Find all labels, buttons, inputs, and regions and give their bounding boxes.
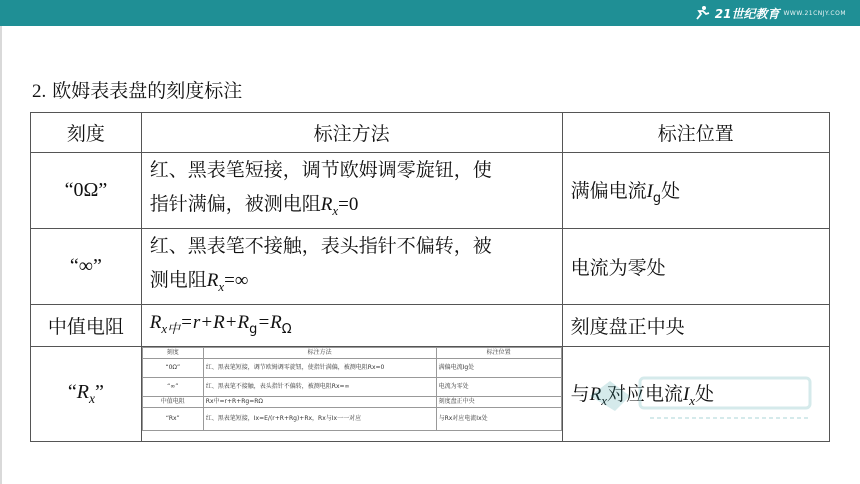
- math-symbol: R: [320, 194, 333, 215]
- logo-subtext: WWW.21CNJY.COM: [783, 9, 846, 17]
- row-position: [562, 347, 829, 442]
- row-position: 刻度盘正中央: [562, 304, 829, 347]
- embedded-table-thumbnail: [141, 347, 562, 442]
- thumbnail-row: [142, 359, 561, 378]
- thumb-cell: 标注位置: [436, 348, 561, 359]
- row-position: 电流为零处: [562, 228, 829, 304]
- header-scale: 刻度: [31, 113, 142, 153]
- math-subscript: x: [332, 202, 339, 218]
- left-divider: [0, 26, 2, 484]
- row-method: [141, 228, 562, 304]
- row-position: [562, 153, 829, 229]
- math-symbol: R: [76, 381, 89, 404]
- thumb-cell: 红、黑表笔短接，Ix=E/(r+R+Rg)+Rx，Rx与Ix一一对应: [203, 408, 436, 431]
- thumb-cell: 满偏电流Ig处: [436, 359, 561, 378]
- position-text: 处: [695, 383, 715, 406]
- header-method: 标注方法: [141, 113, 562, 153]
- position-text: 处: [661, 179, 681, 202]
- row-mark: “∞”: [31, 228, 142, 304]
- math-symbol: R: [149, 311, 162, 333]
- math-subscript: x: [689, 393, 696, 409]
- math-subscript: Ω: [281, 321, 292, 337]
- row-mark: 中值电阻: [31, 304, 142, 347]
- math-expr: =0: [338, 194, 359, 215]
- position-text: 满偏电流: [570, 179, 647, 202]
- math-subscript: x: [88, 391, 96, 407]
- method-line: 红、黑表笔短接，调节欧姆调零旋钮，使: [149, 159, 492, 181]
- section-number: 2.: [32, 81, 47, 102]
- math-expr: =r+R+R: [180, 311, 250, 333]
- thumbnail-row: [142, 397, 561, 408]
- table-row: [31, 304, 830, 347]
- table-header-row: [31, 113, 830, 153]
- scale-table: [30, 112, 830, 442]
- math-symbol: R: [589, 384, 602, 406]
- runner-logo-icon: [693, 5, 711, 21]
- thumb-cell: 标注方法: [203, 348, 436, 359]
- thumb-cell: “0Ω”: [142, 359, 203, 378]
- row-method: [141, 304, 562, 347]
- thumbnail-row: [142, 378, 561, 397]
- thumb-cell: 红、黑表笔短接，调节欧姆调零旋钮，使指针满偏，被测电阻Rx=0: [203, 359, 436, 378]
- math-subscript: x中: [161, 320, 181, 336]
- top-banner: [0, 0, 860, 26]
- math-subscript: g: [249, 321, 258, 337]
- thumbnail-table: [142, 347, 562, 431]
- header-position: 标注位置: [562, 113, 829, 153]
- logo-text: 21世纪教育: [714, 6, 780, 21]
- method-line: 测电阻: [149, 268, 207, 291]
- table-row: [31, 347, 830, 442]
- thumbnail-header: [142, 348, 561, 359]
- row-method: [141, 153, 562, 229]
- position-text: 对应电流: [606, 383, 683, 406]
- math-subscript: x: [218, 278, 225, 294]
- section-title: 欧姆表表盘的刻度标注: [52, 80, 243, 102]
- row-mark: “0Ω”: [31, 153, 142, 229]
- math-expr: =∞: [224, 269, 249, 291]
- thumb-cell: “Rx”: [142, 408, 203, 431]
- row-mark: [31, 347, 142, 442]
- math-symbol: R: [206, 269, 219, 291]
- math-symbol: I: [682, 384, 690, 406]
- thumb-cell: “∞”: [142, 378, 203, 397]
- quote-open: “: [67, 381, 77, 404]
- math-subscript: x: [601, 393, 607, 409]
- site-logo[interactable]: [693, 4, 846, 22]
- quote-close: ”: [95, 381, 104, 404]
- math-symbol: I: [646, 180, 653, 202]
- thumb-cell: 刻度盘正中央: [436, 397, 561, 408]
- position-text: 与: [570, 383, 590, 406]
- table-row: [31, 228, 830, 304]
- thumb-cell: Rx中=r+R+Rg=RΩ: [203, 397, 436, 408]
- method-line: 指针满偏，被测电阻: [149, 193, 321, 215]
- method-line: 红、黑表笔不接触，表头指针不偏转，被: [149, 234, 492, 257]
- section-heading: [32, 76, 242, 103]
- thumb-cell: 红、黑表笔不接触，表头指针不偏转，被测电阻Rx=∞: [203, 378, 436, 397]
- thumb-cell: 中值电阻: [142, 397, 203, 408]
- thumbnail-row: [142, 408, 561, 431]
- table-row: [31, 153, 830, 229]
- math-expr: =R: [257, 311, 282, 333]
- thumb-cell: 电流为零处: [436, 378, 561, 397]
- thumb-cell: 与Rx对应电流Ix处: [436, 408, 561, 431]
- thumb-cell: 刻度: [142, 348, 203, 359]
- math-subscript: g: [652, 190, 662, 206]
